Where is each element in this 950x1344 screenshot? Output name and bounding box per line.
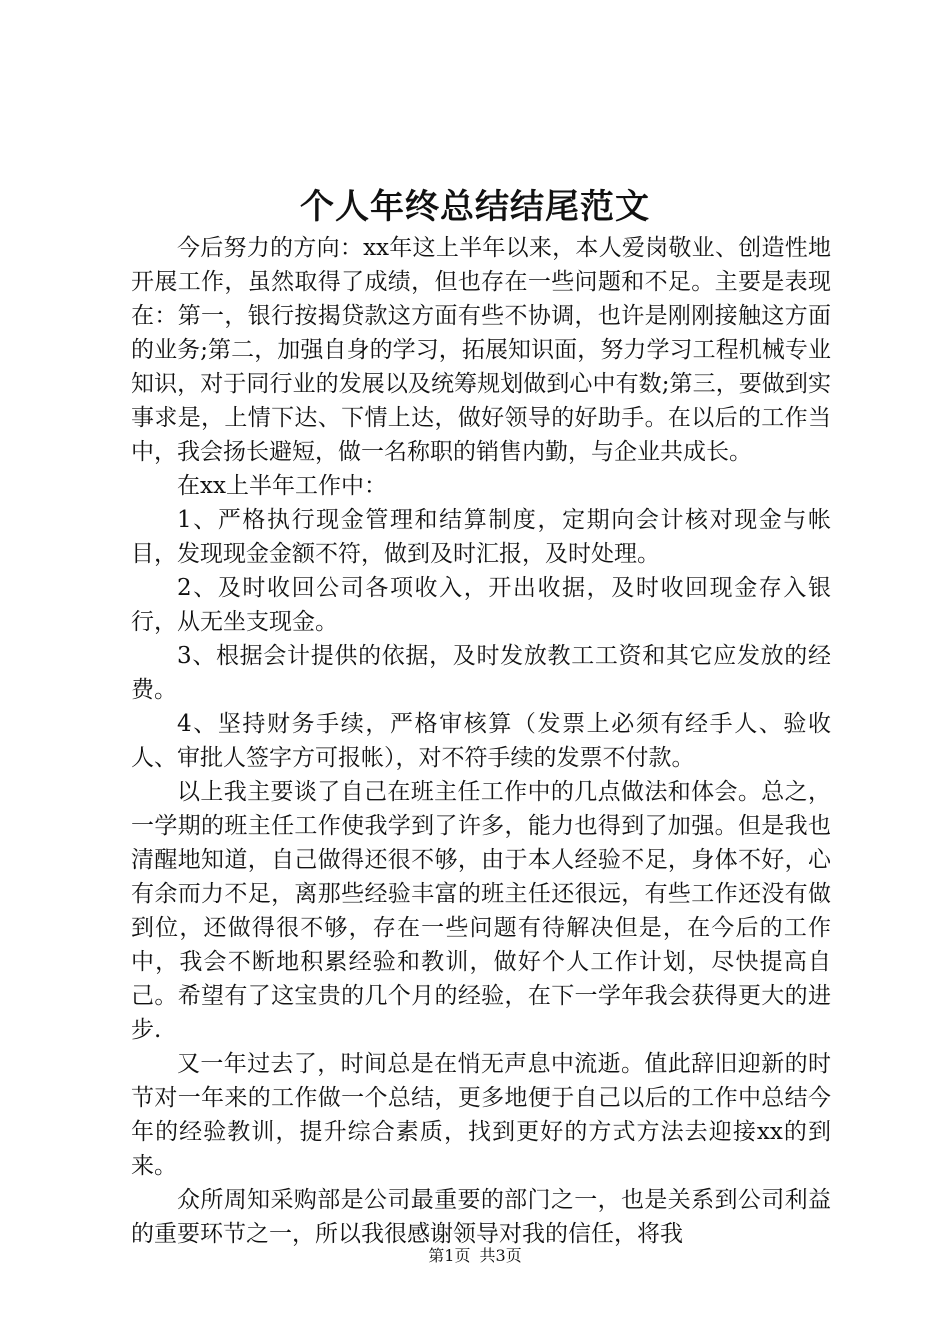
paragraph: 今后努力的方向：xx年这上半年以来，本人爱岗敬业、创造性地开展工作，虽然取得了成绩，但也存在一些问题和不足。主要是表现在：第一，银行按揭贷款这方面有些不协调，也许是刚刚接触这方面的业务;第二，加强自身的学习，拓展知识面，努力学习工程机械专业知识，对于同行业的发展以及统筹规划做到心中有数;第三，要做到实事求是，上情下达、下情上达，做好领导的好助手。在以后的工作当中，我会扬长避短，做一名称职的销售内勤，与企业共成长。 <box>131 235 831 465</box>
list-item: 4、坚持财务手续，严格审核算（发票上必须有经手人、验收人、审批人签字方可报帐），对不符手续的发票不付款。 <box>131 711 831 771</box>
paragraph: 众所周知采购部是公司最重要的部门之一，也是关系到公司利益的重要环节之一，所以我很感谢领导对我的信任，将我 <box>131 1187 831 1247</box>
document-title: 个人年终总结结尾范文 <box>300 187 650 227</box>
list-item: 3、根据会计提供的依据，及时发放教工工资和其它应发放的经费。 <box>131 643 831 703</box>
page-number: 第1页 <box>428 1246 471 1265</box>
list-item: 1、严格执行现金管理和结算制度，定期向会计核对现金与帐目，发现现金金额不符，做到及时汇报，及时处理。 <box>131 507 831 567</box>
page-footer <box>0 1244 950 1268</box>
paragraph: 以上我主要谈了自己在班主任工作中的几点做法和体会。总之，一学期的班主任工作使我学到了许多，能力也得到了加强。但是我也清醒地知道，自己做得还很不够，由于本人经验不足，身体不好，心有余而力不足，离那些经验丰富的班主任还很远，有些工作还没有做到位，还做得很不够，存在一些问题有待解决但是，在今后的工作中，我会不断地积累经验和教训，做好个人工作计划，尽快提高自己。希望有了这宝贵的几个月的经验，在下一学年我会获得更大的进步. <box>131 779 831 1043</box>
paragraph: 又一年过去了，时间总是在悄无声息中流逝。值此辞旧迎新的时节对一年来的工作做一个总结，更多地便于自己以后的工作中总结今年的经验教训，提升综合素质，找到更好的方式方法去迎接xx的到来。 <box>131 1051 831 1179</box>
page-total: 共3页 <box>479 1246 522 1265</box>
paragraph: 在xx上半年工作中： <box>177 473 387 499</box>
list-item: 2、及时收回公司各项收入，开出收据，及时收回现金存入银行，从无坐支现金。 <box>131 575 831 635</box>
document-body <box>131 231 831 1251</box>
